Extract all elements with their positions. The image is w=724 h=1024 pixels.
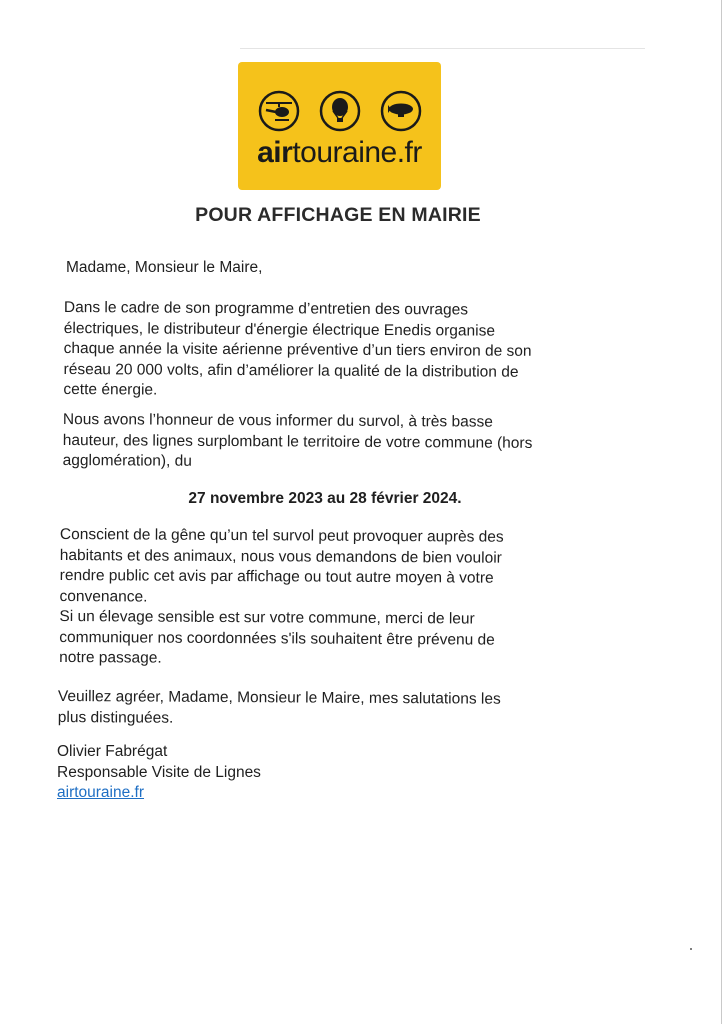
paragraph-line: cette énergie. [63,380,158,399]
paragraph-line: Dans le cadre de son programme d’entretien des ouvrages [63,298,469,319]
paragraph-line: Si un élevage sensible est sur votre commune, merci de leur [59,607,475,628]
paragraph-line: agglomération), du [62,451,192,470]
airship-icon [380,90,422,132]
paragraph-line: Conscient de la gêne qu’un tel survol peut provoquer auprès des [59,526,504,546]
airtouraine-logo [238,62,441,190]
logo-wordmark [238,136,441,170]
paragraph-line: hauteur, des lignes surplombant le territoire de votre commune (hors [62,431,533,452]
logo-icons [238,90,441,134]
scan-speck [690,948,692,950]
paragraph-line: Nous avons l’honneur de vous informer du survol, à très basse [62,410,493,431]
paragraph-line: Veuillez agréer, Madame, Monsieur le Maire, mes salutations les [57,688,501,708]
hot-air-balloon-icon [319,90,361,132]
website-link[interactable]: airtouraine.fr [57,784,145,801]
logo-wordmark-regular: touraine.fr [292,136,422,169]
signatory-title: Responsable Visite de Lignes [57,763,261,781]
helicopter-icon [258,90,300,132]
paragraph-line: notre passage. [59,648,162,667]
paragraph-line: communiquer nos coordonnées s'ils souhaitent être prévenu de [59,628,495,649]
paragraph-line: plus distinguées. [57,708,174,727]
paragraph-line: électriques, le distributeur d'énergie électrique Enedis organise [63,319,496,340]
closing-formula [58,687,501,731]
paragraph-3 [59,525,504,671]
logo-wordmark-bold: air [257,136,293,169]
survey-date-range: 27 novembre 2023 au 28 février 2024. [188,490,462,507]
scan-line [240,48,645,49]
paragraph-line: chaque année la visite aérienne préventive d’un tiers environ de son [63,339,532,360]
salutation: Madame, Monsieur le Maire, [66,259,263,276]
paragraph-line: convenance. [59,587,148,606]
paragraph-1 [63,298,532,403]
paragraph-2 [63,410,533,474]
scan-edge [721,0,722,1024]
signature-block [57,742,261,804]
signatory-name: Olivier Fabrégat [57,743,168,760]
paragraph-line: réseau 20 000 volts, afin d’améliorer la qualité de la distribution de [63,360,519,381]
paragraph-line: habitants et des animaux, nous vous demandons de bien vouloir [59,546,502,567]
page-title: POUR AFFICHAGE EN MAIRIE [195,204,481,226]
paragraph-line: rendre public cet avis par affichage ou tout autre moyen à votre [59,566,494,587]
